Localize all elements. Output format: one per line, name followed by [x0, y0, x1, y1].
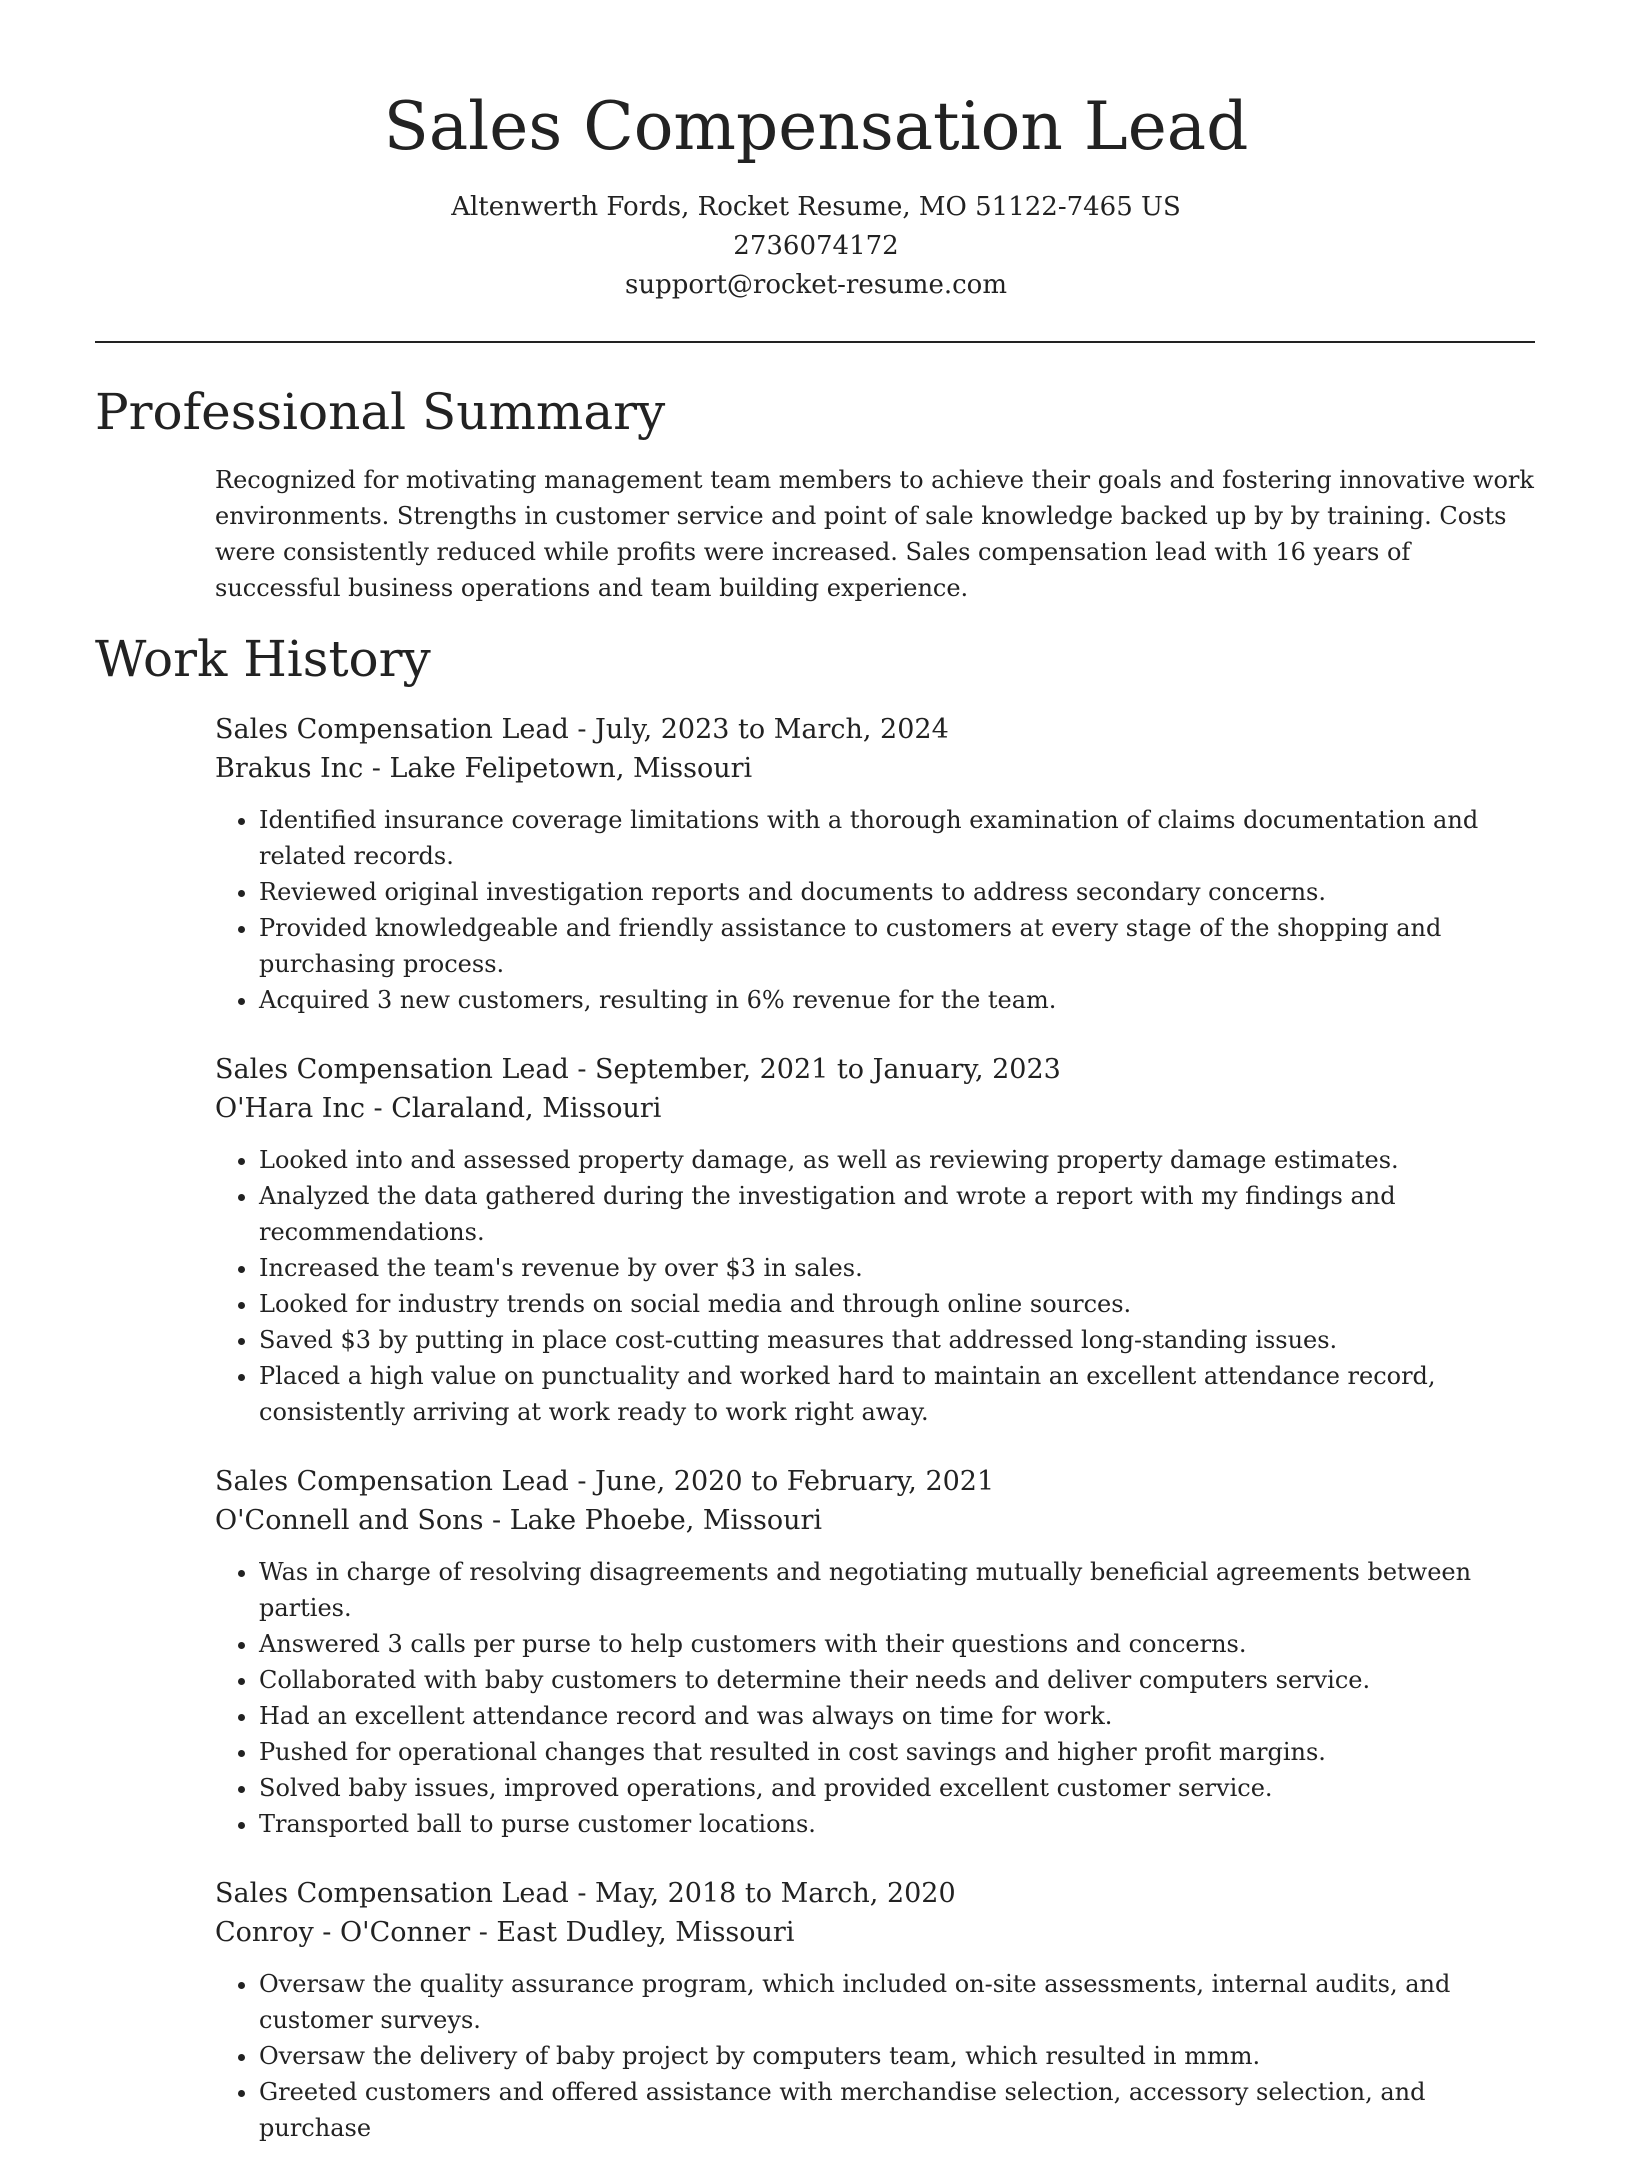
- job-bullet: • Reviewed original investigation reports and documents to address secondary concerns.: [259, 874, 1540, 910]
- job-bullet: • Increased the team's revenue by over $3 in sales.: [259, 1250, 1540, 1286]
- job-bullet-list: [215, 1966, 1540, 2146]
- job-entry: [215, 1874, 1540, 2146]
- summary-heading: Professional Summary: [95, 383, 666, 441]
- contact-phone: 2736074172: [733, 231, 899, 261]
- job-bullet: • Oversaw the delivery of baby project by computers team, which resulted in mmm.: [259, 2038, 1540, 2074]
- job-bullet: • Identified insurance coverage limitations with a thorough examination of claims documentation and related records.: [259, 802, 1540, 874]
- contact-info: [0, 188, 1632, 305]
- resume-header: [0, 84, 1632, 305]
- work-history-list: [215, 710, 1540, 2178]
- job-bullet: • Looked for industry trends on social media and through online sources.: [259, 1286, 1540, 1322]
- job-company-location: O'Connell and Sons - Lake Phoebe, Missouri: [215, 1505, 823, 1536]
- job-company-location: Conroy - O'Conner - East Dudley, Missouri: [215, 1917, 795, 1948]
- work-history-heading: Work History: [95, 630, 431, 688]
- job-bullet-list: [215, 802, 1540, 1018]
- job-bullet: • Collaborated with baby customers to determine their needs and deliver computers service.: [259, 1662, 1540, 1698]
- job-company-location: O'Hara Inc - Claraland, Missouri: [215, 1093, 662, 1124]
- job-title-dates: Sales Compensation Lead - May, 2018 to March, 2020: [215, 1878, 956, 1909]
- job-entry: [215, 1462, 1540, 1842]
- job-bullet: • Provided knowledgeable and friendly assistance to customers at every stage of the shopping and purchasing process.: [259, 910, 1540, 982]
- summary-text: Recognized for motivating management team members to achieve their goals and fostering innovative work environments. Strengths in customer service and point of sale knowledge backed up by by training. Costs were consistently reduced while profits were increased. Sales compensation lead with 16 years of successful business operations and team building experience.: [215, 466, 1534, 602]
- job-bullet: • Answered 3 calls per purse to help customers with their questions and concerns.: [259, 1626, 1540, 1662]
- job-bullet: • Analyzed the data gathered during the investigation and wrote a report with my findings and recommendations.: [259, 1178, 1540, 1250]
- job-title-dates: Sales Compensation Lead - September, 2021 to January, 2023: [215, 1054, 1061, 1085]
- job-entry: [215, 710, 1540, 1018]
- job-bullet: • Solved baby issues, improved operations, and provided excellent customer service.: [259, 1770, 1540, 1806]
- job-bullet: • Had an excellent attendance record and was always on time for work.: [259, 1698, 1540, 1734]
- job-title-dates: Sales Compensation Lead - July, 2023 to March, 2024: [215, 714, 949, 745]
- job-bullet: • Looked into and assessed property damage, as well as reviewing property damage estimates.: [259, 1142, 1540, 1178]
- job-bullet: • Was in charge of resolving disagreements and negotiating mutually beneficial agreements between parties.: [259, 1554, 1540, 1626]
- job-bullet: • Oversaw the quality assurance program, which included on-site assessments, internal audits, and customer surveys.: [259, 1966, 1540, 2038]
- header-divider: [95, 341, 1535, 343]
- job-company-location: Brakus Inc - Lake Felipetown, Missouri: [215, 753, 753, 784]
- job-entry: [215, 1050, 1540, 1430]
- job-title-dates: Sales Compensation Lead - June, 2020 to February, 2021: [215, 1466, 995, 1497]
- job-bullet-list: [215, 1142, 1540, 1430]
- job-bullet: • Placed a high value on punctuality and worked hard to maintain an excellent attendance record, consistently arriving at work ready to work right away.: [259, 1358, 1540, 1430]
- job-bullet: • Pushed for operational changes that resulted in cost savings and higher profit margins.: [259, 1734, 1540, 1770]
- job-bullet: • Acquired 3 new customers, resulting in 6% revenue for the team.: [259, 982, 1540, 1018]
- contact-email: support@rocket-resume.com: [624, 270, 1007, 300]
- job-bullet: • Transported ball to purse customer locations.: [259, 1806, 1540, 1842]
- job-bullet-list: [215, 1554, 1540, 1842]
- job-bullet: • Saved $3 by putting in place cost-cutting measures that addressed long-standing issues.: [259, 1322, 1540, 1358]
- contact-address: Altenwerth Fords, Rocket Resume, MO 51122-7465 US: [451, 192, 1181, 222]
- candidate-name: Sales Compensation Lead: [383, 88, 1249, 165]
- job-bullet: • Greeted customers and offered assistance with merchandise selection, accessory selection, and purchase: [259, 2074, 1540, 2146]
